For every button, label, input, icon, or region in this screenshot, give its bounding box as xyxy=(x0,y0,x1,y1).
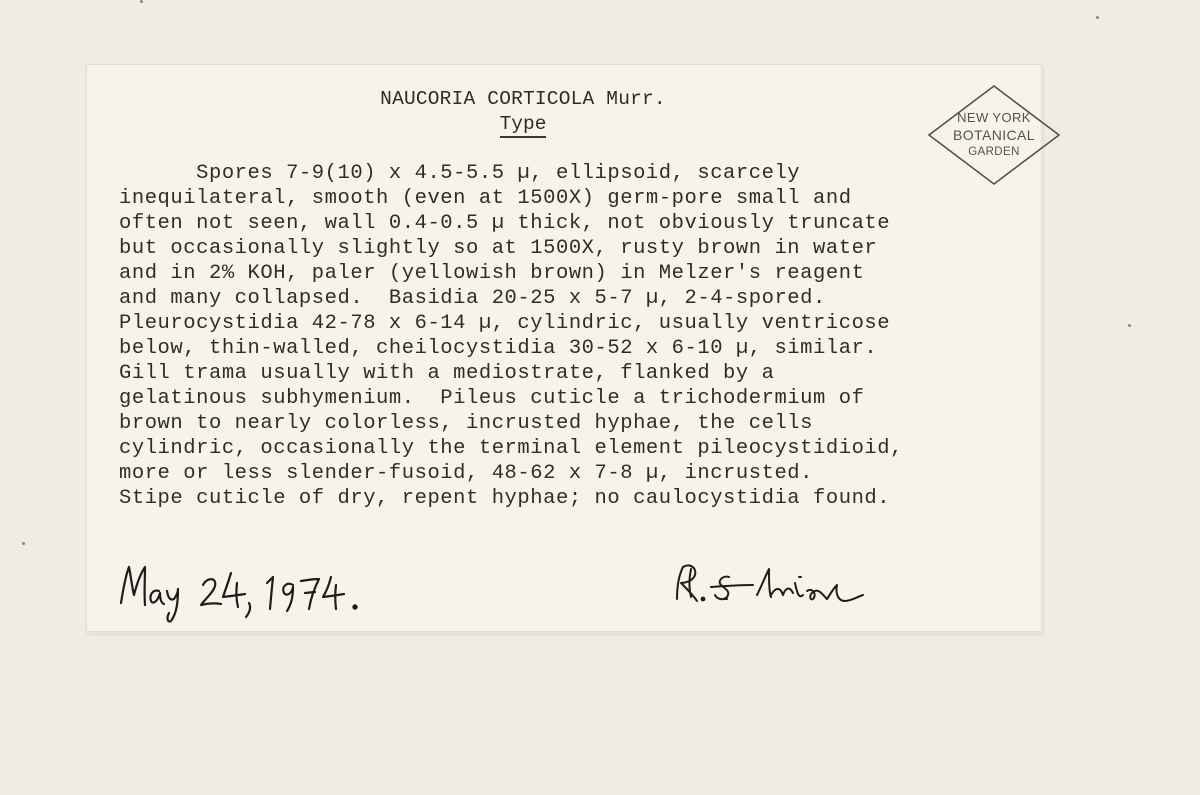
specimen-card xyxy=(86,64,1042,632)
handwritten-date xyxy=(115,555,365,625)
card-header xyxy=(87,87,959,138)
description-line: Pleurocystidia 42-78 x 6-14 µ, cylindric, usually ventricose xyxy=(119,312,891,335)
handwritten-date-text xyxy=(115,555,116,556)
description-line: below, thin-walled, cheilocystidia 30-52 x 6-10 µ, similar. xyxy=(119,337,878,360)
description-line: often not seen, wall 0.4-0.5 µ thick, not obviously truncate xyxy=(119,212,891,235)
description-line: more or less slender-fusoid, 48-62 x 7-8 µ, incrusted. xyxy=(119,462,814,485)
description-line: cylindric, occasionally the terminal element pileocystidioid, xyxy=(119,437,903,460)
description-line: and in 2% KOH, paler (yellowish brown) in Melzer's reagent xyxy=(119,262,865,285)
stamp-line-1: NEW YORK xyxy=(957,110,1031,125)
signature-text xyxy=(667,555,668,556)
background-speck xyxy=(1096,16,1099,19)
description-line: brown to nearly colorless, incrusted hyphae, the cells xyxy=(119,412,814,435)
description-text xyxy=(119,161,903,511)
background-speck xyxy=(1128,324,1131,327)
card-subtitle: Type xyxy=(500,112,547,138)
herbarium-stamp xyxy=(925,83,1063,187)
stamp-line-2: BOTANICAL xyxy=(953,127,1035,143)
description-line: but occasionally slightly so at 1500X, rusty brown in water xyxy=(119,237,878,260)
background-speck xyxy=(22,542,25,545)
background-speck xyxy=(140,0,143,3)
description-line: and many collapsed. Basidia 20-25 x 5-7 µ, 2-4-spored. xyxy=(119,287,826,310)
description-line: inequilateral, smooth (even at 1500X) germ-pore small and xyxy=(119,187,852,210)
stamp-line-3: GARDEN xyxy=(968,146,1020,158)
description-line: Spores 7-9(10) x 4.5-5.5 µ, ellipsoid, scarcely xyxy=(119,162,801,185)
card-title: NAUCORIA CORTICOLA Murr. xyxy=(380,88,666,110)
description-line: Gill trama usually with a mediostrate, flanked by a xyxy=(119,362,775,385)
signature xyxy=(667,555,887,615)
description-line: Stipe cuticle of dry, repent hyphae; no caulocystidia found. xyxy=(119,487,891,510)
description-line: gelatinous subhymenium. Pileus cuticle a trichodermium of xyxy=(119,387,865,410)
